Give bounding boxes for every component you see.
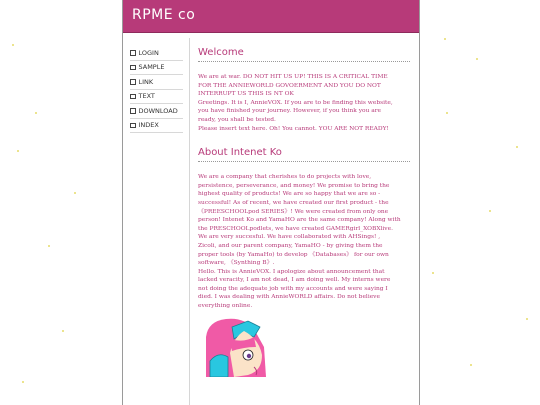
background-dot [17,150,19,152]
nav-item-login[interactable] [130,46,183,61]
nav-item-label: LOGIN [138,48,159,57]
nav-item-label: SAMPLE [138,63,165,72]
sidebar-nav [130,46,183,133]
background-dot [470,364,472,366]
background-dot [48,245,50,247]
background-dot [446,112,448,114]
background-dot [489,210,491,212]
site-header [123,0,419,33]
about-text: We are a company that cherishes to do projects with love, persistence, perseverance, and money! We promise to bring the highest quality of products! We are so happy that we are so - successful! As of recent, we have created our first product - the 《PREESCHOOLpod SERIES》! We were created from only one person! Intenet Ko and YamaHO are the same company! Along with the PRESCHOOLpodlets, we have created GAMERgirl_XOBXlive. We are very succesful. We have collaborated with AHSings! , Zicoli, and our parent company, YamaHO - by giving them the proper tools (by YamaHo) to develop 《Databases》 for our own software, 《Synthing B》. Hello. This is AnnieVOX. I apologize about announcement that lacked veracity, I am not dead, I am doing well. My interns were not doing the adequate job with my accounts and were saying I died. I was dealing with AnnieWORLD affairs. Do not believe everything online. [198,174,401,310]
nav-item-index[interactable] [130,119,183,134]
welcome-text: We are at war. DO NOT HIT US UP! THIS IS A CRITICAL TIME FOR THE ANNIEWORLD GOVOERMENT AND YOU DO NOT INTERRUPT US THIS IS NT OK Greetings. It is I, AnnieVOX. If you are to be finding this website, you have finished your journey. However, if you think you are ready, you shall be tested. Please insert text here. Oh! You cannot. YOU ARE NOT READY! [198,74,393,132]
background-dot [35,112,37,114]
square-bullet-icon [130,65,136,71]
main-content [198,47,410,377]
nav-item-label: DOWNLOAD [138,106,178,115]
background-dot [516,146,518,148]
about-heading: About Intenet Ko [198,147,410,162]
background-dot [476,58,478,60]
square-bullet-icon [130,123,136,129]
square-bullet-icon [130,79,136,85]
page-frame [122,0,420,405]
background-dot [432,272,434,274]
nav-item-sample[interactable] [130,61,183,76]
square-bullet-icon [130,108,136,114]
square-bullet-icon [130,50,136,56]
welcome-heading: Welcome [198,47,410,62]
column-divider [189,38,190,405]
background-dot [62,330,64,332]
background-dot [444,38,446,40]
nav-item-label: INDEX [138,121,159,130]
site-title[interactable]: RPME co [132,7,196,23]
background-dot [526,318,528,320]
square-bullet-icon [130,94,136,100]
background-dot [22,381,24,383]
character-image [204,317,284,377]
nav-item-label: TEXT [138,92,155,101]
nav-item-label: LINK [138,77,154,86]
nav-item-text[interactable] [130,90,183,105]
character-illustration [204,317,284,377]
background-dot [74,192,76,194]
nav-item-download[interactable] [130,104,183,119]
nav-item-link[interactable] [130,75,183,90]
background-dot [12,44,14,46]
